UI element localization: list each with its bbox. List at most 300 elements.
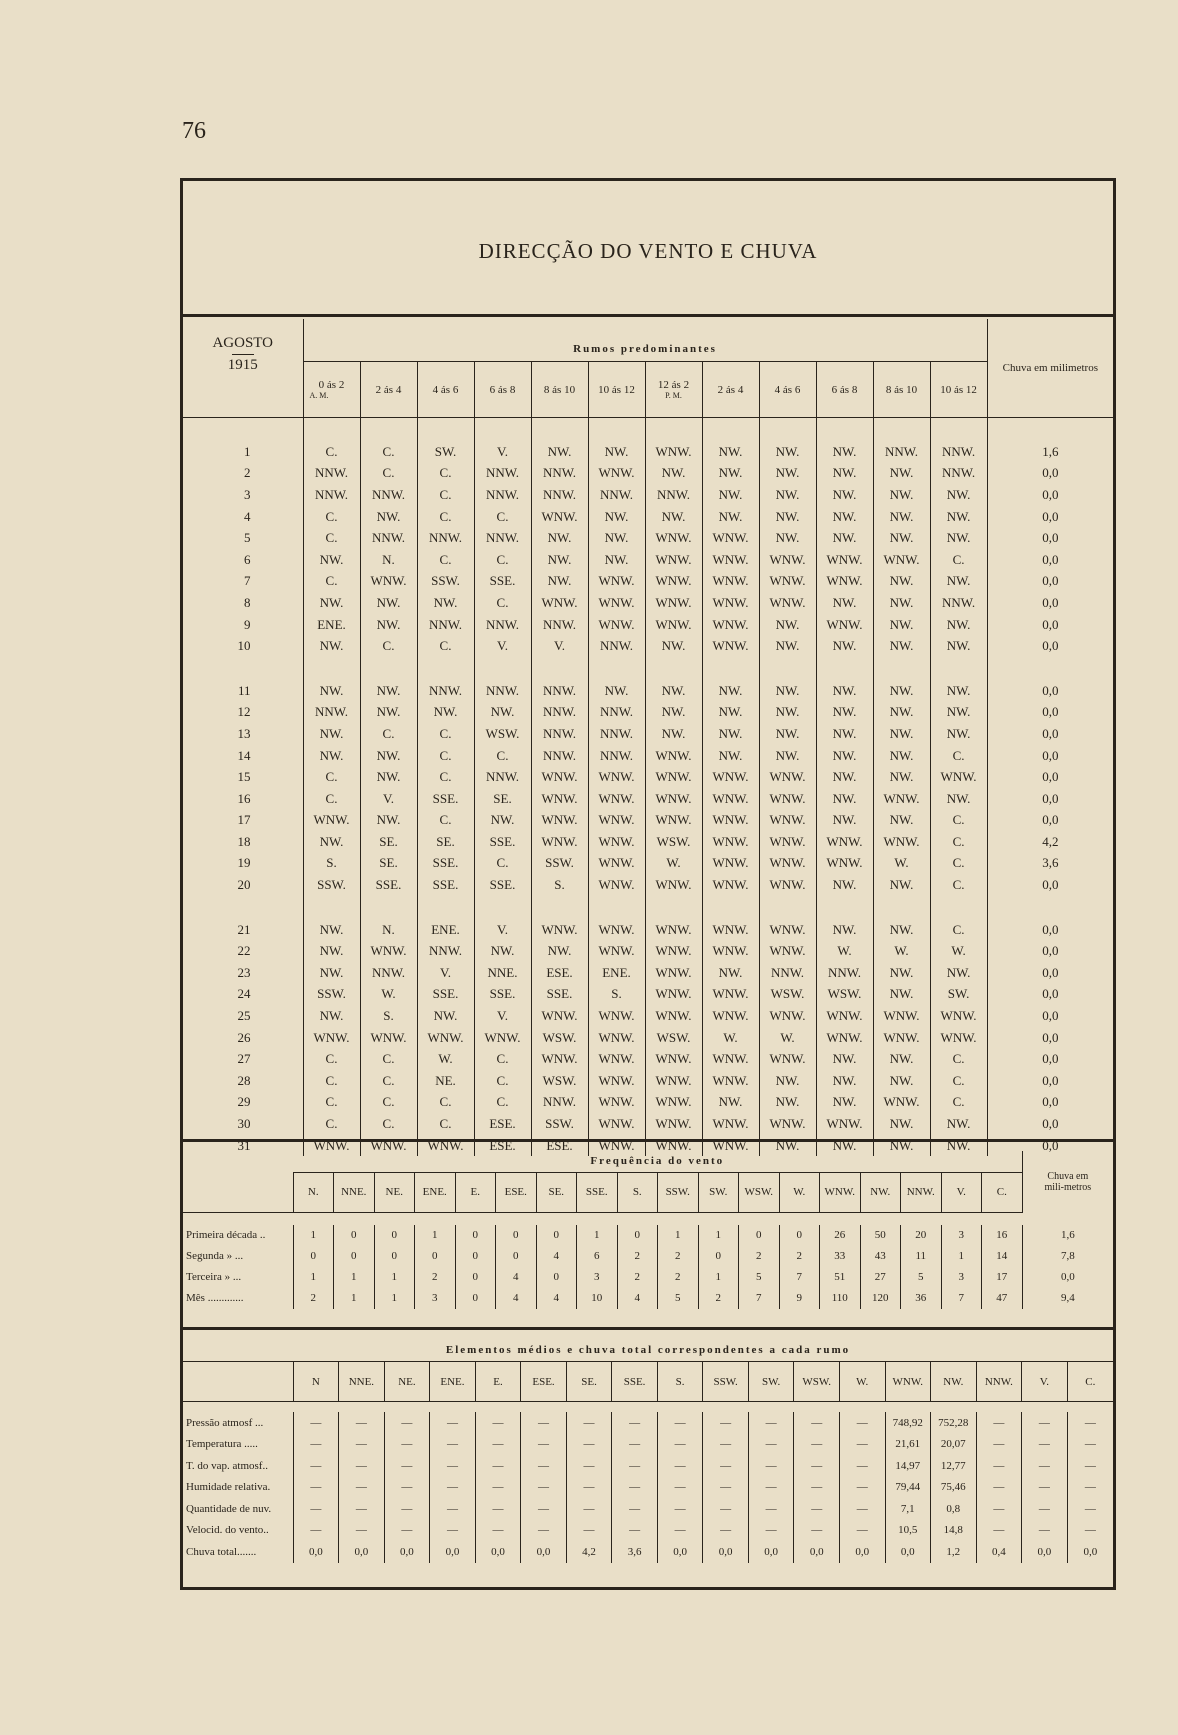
day-cell: 30 <box>237 1116 251 1132</box>
wind-cell: WNW. <box>588 1092 645 1114</box>
elem-cell: — <box>521 1455 567 1477</box>
month-label: AGOSTO <box>212 335 274 351</box>
wind-cell: NNW. <box>360 527 417 549</box>
rain-cell: 0,0 <box>987 1027 1113 1049</box>
wind-cell: WNW. <box>930 1027 987 1049</box>
row-label: Temperatura ..... <box>186 1438 258 1451</box>
wind-cell: C. <box>474 592 531 614</box>
rain-cell: 0,0 <box>987 592 1113 614</box>
freq-cell: 1 <box>293 1267 334 1288</box>
freq-column-header: WSW. <box>739 1172 780 1212</box>
freq-cell: 2 <box>617 1246 658 1267</box>
wind-cell: WNW. <box>816 614 873 636</box>
wind-cell: C. <box>360 463 417 485</box>
elem-cell: — <box>612 1455 658 1477</box>
wind-cell: WNW. <box>588 1027 645 1049</box>
table-row <box>183 810 1113 832</box>
wind-cell: NW. <box>759 1135 816 1157</box>
freq-cell: 5 <box>658 1288 699 1309</box>
table-row <box>183 1027 1113 1049</box>
day-cell: 2 <box>244 465 251 481</box>
freq-cell: 0 <box>334 1225 375 1246</box>
freq-cell: 7 <box>941 1288 982 1309</box>
wind-cell: WNW. <box>759 592 816 614</box>
wind-cell: NNW. <box>873 441 930 463</box>
table-row <box>183 1498 1113 1520</box>
elem-cell: 0,0 <box>1067 1541 1113 1563</box>
table-row <box>183 723 1113 745</box>
wind-cell: WNW. <box>702 1113 759 1135</box>
wind-cell: SSW. <box>303 874 360 896</box>
table-row <box>183 702 1113 724</box>
freq-cell: 9 <box>779 1288 820 1309</box>
wind-frequency-table <box>183 1151 1113 1309</box>
wind-cell: NW. <box>759 723 816 745</box>
freq-cell: 27 <box>860 1267 901 1288</box>
elem-cell: 0,0 <box>657 1541 703 1563</box>
row-label: Chuva total....... <box>186 1545 257 1558</box>
wind-cell: WNW. <box>303 1135 360 1157</box>
wind-cell: WNW. <box>702 788 759 810</box>
wind-cell: WNW. <box>645 874 702 896</box>
period-header <box>531 362 588 418</box>
elem-cell: — <box>430 1498 476 1520</box>
wind-cell: SSE. <box>417 984 474 1006</box>
row-label: Segunda » ... <box>186 1250 244 1262</box>
wind-cell: NW. <box>816 788 873 810</box>
elem-cell: — <box>384 1455 430 1477</box>
wind-cell: NNW. <box>531 1092 588 1114</box>
wind-cell: WNW. <box>816 853 873 875</box>
wind-cell: C. <box>303 506 360 528</box>
day-cell: 6 <box>244 551 251 567</box>
wind-cell: NNW. <box>417 614 474 636</box>
row-label: Quantidade de nuv. <box>186 1502 272 1515</box>
wind-cell: WNW. <box>588 1048 645 1070</box>
wind-cell: C. <box>417 723 474 745</box>
wind-cell: WNW. <box>531 506 588 528</box>
spacer-row <box>183 1212 1113 1225</box>
am-label: A. M. <box>309 391 329 400</box>
elem-cell: 1,2 <box>931 1541 977 1563</box>
period-header <box>873 362 930 418</box>
elem-cell: — <box>657 1412 703 1434</box>
wind-cell: WNW. <box>873 549 930 571</box>
freq-cell: 2 <box>779 1246 820 1267</box>
elem-cell: 0,0 <box>293 1541 339 1563</box>
day-cell: 13 <box>237 725 251 741</box>
freq-column-header: NW. <box>860 1172 901 1212</box>
wind-cell: WNW. <box>702 1135 759 1157</box>
elem-cell: — <box>703 1412 749 1434</box>
wind-cell: NW. <box>702 506 759 528</box>
wind-cell: NW. <box>702 702 759 724</box>
wind-cell: NNW. <box>588 484 645 506</box>
freq-rain-cell: 1,6 <box>1022 1225 1113 1246</box>
wind-cell: NW. <box>303 962 360 984</box>
wind-cell: NW. <box>816 680 873 702</box>
freq-cell: 0 <box>536 1225 577 1246</box>
elem-cell: — <box>566 1434 612 1456</box>
wind-cell: NW. <box>303 745 360 767</box>
spacer-row <box>183 896 1113 919</box>
elem-cell: — <box>521 1434 567 1456</box>
wind-cell: WNW. <box>474 1027 531 1049</box>
freq-cell: 4 <box>496 1267 537 1288</box>
wind-cell: C. <box>303 571 360 593</box>
elem-cell: 14,97 <box>885 1455 931 1477</box>
wind-cell: NNW. <box>531 745 588 767</box>
wind-cell: NW. <box>816 484 873 506</box>
elem-cell: — <box>612 1434 658 1456</box>
elem-cell: 0,0 <box>839 1541 885 1563</box>
wind-cell: NW. <box>816 766 873 788</box>
elem-cell: — <box>430 1412 476 1434</box>
freq-cell: 1 <box>334 1288 375 1309</box>
elem-cell: — <box>293 1412 339 1434</box>
freq-cell: 16 <box>982 1225 1023 1246</box>
freq-column-header: E. <box>455 1172 496 1212</box>
wind-cell: WNW. <box>759 853 816 875</box>
table-row <box>183 1070 1113 1092</box>
freq-cell: 43 <box>860 1246 901 1267</box>
wind-cell: C. <box>417 766 474 788</box>
elem-cell: — <box>566 1498 612 1520</box>
wind-cell: WNW. <box>645 614 702 636</box>
freq-cell: 3 <box>941 1267 982 1288</box>
elem-cell: — <box>339 1498 385 1520</box>
wind-cell: WNW. <box>588 853 645 875</box>
wind-cell: WNW. <box>588 831 645 853</box>
wind-cell: WNW. <box>702 1070 759 1092</box>
elem-cell: 0,0 <box>475 1541 521 1563</box>
freq-column-header: NNE. <box>334 1172 375 1212</box>
table-row <box>183 680 1113 702</box>
wind-cell: N. <box>360 549 417 571</box>
freq-cell: 3 <box>941 1225 982 1246</box>
elem-cell: — <box>794 1455 840 1477</box>
elem-cell: 0,0 <box>339 1541 385 1563</box>
elem-cell: — <box>794 1520 840 1542</box>
page-title: DIRECÇÃO DO VENTO E CHUVA <box>478 239 818 263</box>
freq-rain-cell: 9,4 <box>1022 1288 1113 1309</box>
wind-cell: WNW. <box>645 766 702 788</box>
wind-cell: NW. <box>873 919 930 941</box>
elem-cell: 0,0 <box>430 1541 476 1563</box>
wind-cell: NW. <box>303 723 360 745</box>
period-header <box>417 362 474 418</box>
wind-cell: NW. <box>816 441 873 463</box>
wind-cell: C. <box>417 810 474 832</box>
wind-cell: NW. <box>873 984 930 1006</box>
wind-cell: C. <box>930 874 987 896</box>
freq-cell: 4 <box>536 1288 577 1309</box>
wind-cell: C. <box>303 1070 360 1092</box>
rain-cell: 0,0 <box>987 1005 1113 1027</box>
wind-cell: NW. <box>816 506 873 528</box>
wind-cell: C. <box>417 463 474 485</box>
wind-cell: NW. <box>303 940 360 962</box>
elem-cell: — <box>475 1520 521 1542</box>
wind-cell: C. <box>360 1113 417 1135</box>
day-cell: 16 <box>237 790 251 806</box>
wind-cell: C. <box>930 745 987 767</box>
freq-rain-header: Chuva em mili-metros <box>1022 1151 1113 1212</box>
row-label: Velocid. do vento.. <box>186 1524 269 1537</box>
wind-cell: NW. <box>759 463 816 485</box>
elem-cell: — <box>976 1412 1022 1434</box>
wind-cell: WNW. <box>531 766 588 788</box>
wind-cell: NW. <box>588 680 645 702</box>
wind-cell: NW. <box>588 441 645 463</box>
freq-cell: 0 <box>496 1246 537 1267</box>
table-row <box>183 919 1113 941</box>
wind-cell: NW. <box>702 1092 759 1114</box>
wind-cell: NW. <box>759 680 816 702</box>
wind-cell: C. <box>930 853 987 875</box>
wind-cell: WNW. <box>930 766 987 788</box>
wind-cell: ESE. <box>531 962 588 984</box>
wind-cell: C. <box>930 831 987 853</box>
wind-cell: C. <box>417 484 474 506</box>
wind-cell: WNW. <box>702 614 759 636</box>
elem-cell: — <box>384 1520 430 1542</box>
wind-cell: NW. <box>645 463 702 485</box>
wind-cell: NW. <box>645 723 702 745</box>
wind-cell: ENE. <box>303 614 360 636</box>
freq-column-header: N. <box>293 1172 334 1212</box>
wind-cell: W. <box>417 1048 474 1070</box>
elem-cell: — <box>475 1412 521 1434</box>
rain-cell: 0,0 <box>987 1092 1113 1114</box>
wind-cell: C. <box>417 1113 474 1135</box>
wind-cell: NW. <box>816 874 873 896</box>
wind-cell: NW. <box>303 1005 360 1027</box>
wind-cell: NW. <box>816 1135 873 1157</box>
freq-cell: 0 <box>455 1267 496 1288</box>
freq-cell: 4 <box>617 1288 658 1309</box>
day-cell: 20 <box>237 877 251 893</box>
wind-cell: NNW. <box>360 962 417 984</box>
wind-cell: WNW. <box>873 788 930 810</box>
table-row <box>183 853 1113 875</box>
wind-cell: NNW. <box>816 962 873 984</box>
wind-cell: WNW. <box>645 940 702 962</box>
wind-cell: WNW. <box>759 571 816 593</box>
table-row <box>183 1288 1113 1309</box>
wind-cell: NNW. <box>360 484 417 506</box>
period-label: 2 ás 4 <box>717 383 744 396</box>
wind-cell: NW. <box>759 527 816 549</box>
elem-cell: — <box>339 1477 385 1499</box>
table-row <box>183 441 1113 463</box>
freq-cell: 0 <box>739 1225 780 1246</box>
wind-cell: WNW. <box>360 1135 417 1157</box>
freq-cell: 2 <box>293 1288 334 1309</box>
wind-cell: NW. <box>873 962 930 984</box>
freq-cell: 0 <box>293 1246 334 1267</box>
wind-cell: NNE. <box>474 962 531 984</box>
freq-rain-cell: 7,8 <box>1022 1246 1113 1267</box>
day-cell: 14 <box>237 747 251 763</box>
spacer-row <box>183 657 1113 680</box>
wind-cell: WNW. <box>588 571 645 593</box>
rain-cell: 0,0 <box>987 874 1113 896</box>
wind-cell: NW. <box>759 1092 816 1114</box>
wind-cell: WSW. <box>816 984 873 1006</box>
wind-cell: NW. <box>702 463 759 485</box>
wind-cell: ESE. <box>531 1135 588 1157</box>
wind-cell: C. <box>474 506 531 528</box>
freq-cell: 120 <box>860 1288 901 1309</box>
frequency-header-row <box>183 1172 1113 1212</box>
wind-cell: WNW. <box>417 1135 474 1157</box>
elem-cell: — <box>703 1498 749 1520</box>
wind-cell: NW. <box>360 506 417 528</box>
wind-cell: C. <box>417 635 474 657</box>
wind-cell: WNW. <box>588 1070 645 1092</box>
elem-cell: — <box>384 1434 430 1456</box>
wind-cell: SE. <box>474 788 531 810</box>
elem-column-header: SSE. <box>612 1362 658 1402</box>
wind-cell: NNW. <box>759 962 816 984</box>
elem-column-header: SW. <box>748 1362 794 1402</box>
wind-cell: NW. <box>360 614 417 636</box>
wind-cell: WNW. <box>816 831 873 853</box>
elem-cell: — <box>657 1455 703 1477</box>
wind-cell: NW. <box>303 592 360 614</box>
table-row <box>183 1113 1113 1135</box>
wind-cell: C. <box>474 1048 531 1070</box>
table-row <box>183 527 1113 549</box>
wind-cell: C. <box>303 1092 360 1114</box>
wind-cell: NW. <box>360 766 417 788</box>
wind-cell: NW. <box>930 702 987 724</box>
table-row <box>183 1005 1113 1027</box>
wind-cell: ENE. <box>417 919 474 941</box>
elements-table <box>183 1339 1113 1563</box>
wind-cell: NW. <box>759 484 816 506</box>
wind-cell: SE. <box>417 831 474 853</box>
wind-cell: SSE. <box>474 571 531 593</box>
elem-cell: — <box>1022 1520 1068 1542</box>
freq-cell: 0 <box>334 1246 375 1267</box>
wind-direction-table <box>183 319 1113 1156</box>
freq-cell: 1 <box>577 1225 618 1246</box>
wind-cell: WNW. <box>702 766 759 788</box>
wind-cell: NW. <box>417 592 474 614</box>
wind-cell: W. <box>873 853 930 875</box>
period-label: 8 ás 10 <box>543 383 576 396</box>
wind-cell: WNW. <box>588 592 645 614</box>
wind-cell: NW. <box>873 635 930 657</box>
wind-cell: ESE. <box>474 1113 531 1135</box>
period-label: 6 ás 8 <box>831 383 858 396</box>
wind-cell: SSE. <box>474 874 531 896</box>
wind-cell: SSE. <box>360 874 417 896</box>
wind-cell: NW. <box>303 831 360 853</box>
elem-cell: — <box>566 1477 612 1499</box>
elem-cell: — <box>839 1520 885 1542</box>
elem-cell: 0,0 <box>885 1541 931 1563</box>
elem-cell: — <box>475 1455 521 1477</box>
wind-cell: NW. <box>930 1113 987 1135</box>
wind-cell: S. <box>360 1005 417 1027</box>
wind-cell: SSE. <box>417 874 474 896</box>
wind-cell: NW. <box>873 614 930 636</box>
day-cell: 29 <box>237 1094 251 1110</box>
wind-cell: NNW. <box>588 723 645 745</box>
wind-cell: NW. <box>588 506 645 528</box>
row-label: Mês ............. <box>186 1292 244 1304</box>
wind-cell: WNW. <box>873 1092 930 1114</box>
wind-cell: WSW. <box>759 984 816 1006</box>
freq-cell: 1 <box>415 1225 456 1246</box>
wind-cell: WNW. <box>531 1048 588 1070</box>
wind-cell: NW. <box>816 919 873 941</box>
wind-cell: NW. <box>873 723 930 745</box>
wind-cell: NNW. <box>417 680 474 702</box>
elem-cell: 752,28 <box>931 1412 977 1434</box>
freq-column-header: V. <box>941 1172 982 1212</box>
wind-cell: WNW. <box>873 1027 930 1049</box>
elem-cell: — <box>1067 1434 1113 1456</box>
wind-cell: NW. <box>702 484 759 506</box>
freq-cell: 0 <box>374 1225 415 1246</box>
wind-cell: NW. <box>588 549 645 571</box>
wind-cell: NW. <box>531 549 588 571</box>
wind-cell: C. <box>474 853 531 875</box>
wind-cell: WNW. <box>645 962 702 984</box>
elem-cell: — <box>703 1434 749 1456</box>
wind-cell: WNW. <box>702 940 759 962</box>
period-label: 12 ás 2 <box>657 379 690 391</box>
table-row <box>183 874 1113 896</box>
wind-cell: WNW. <box>702 571 759 593</box>
elem-cell: 20,07 <box>931 1434 977 1456</box>
wind-cell: NE. <box>417 1070 474 1092</box>
wind-cell: WNW. <box>360 940 417 962</box>
elem-cell: — <box>1067 1477 1113 1499</box>
wind-cell: NNW. <box>417 527 474 549</box>
elem-cell: 0,8 <box>931 1498 977 1520</box>
table-row <box>183 592 1113 614</box>
rain-cell: 0,0 <box>987 571 1113 593</box>
wind-cell: SSE. <box>531 984 588 1006</box>
wind-cell: NW. <box>873 463 930 485</box>
elem-cell: — <box>521 1412 567 1434</box>
wind-cell: ESE. <box>474 1135 531 1157</box>
elem-cell: — <box>703 1477 749 1499</box>
wind-cell: C. <box>360 1092 417 1114</box>
wind-cell: SSE. <box>474 984 531 1006</box>
freq-column-header: SSE. <box>577 1172 618 1212</box>
wind-cell: NW. <box>816 463 873 485</box>
table-row <box>183 1455 1113 1477</box>
wind-cell: NW. <box>816 1048 873 1070</box>
wind-cell: V. <box>474 919 531 941</box>
rain-cell: 0,0 <box>987 527 1113 549</box>
table-row <box>183 614 1113 636</box>
rain-cell: 0,0 <box>987 810 1113 832</box>
elem-cell: — <box>657 1520 703 1542</box>
wind-cell: NW. <box>531 527 588 549</box>
spacer-row <box>183 1402 1113 1413</box>
freq-cell: 2 <box>739 1246 780 1267</box>
wind-cell: NW. <box>930 506 987 528</box>
rain-cell: 0,0 <box>987 463 1113 485</box>
wind-cell: WNW. <box>645 571 702 593</box>
